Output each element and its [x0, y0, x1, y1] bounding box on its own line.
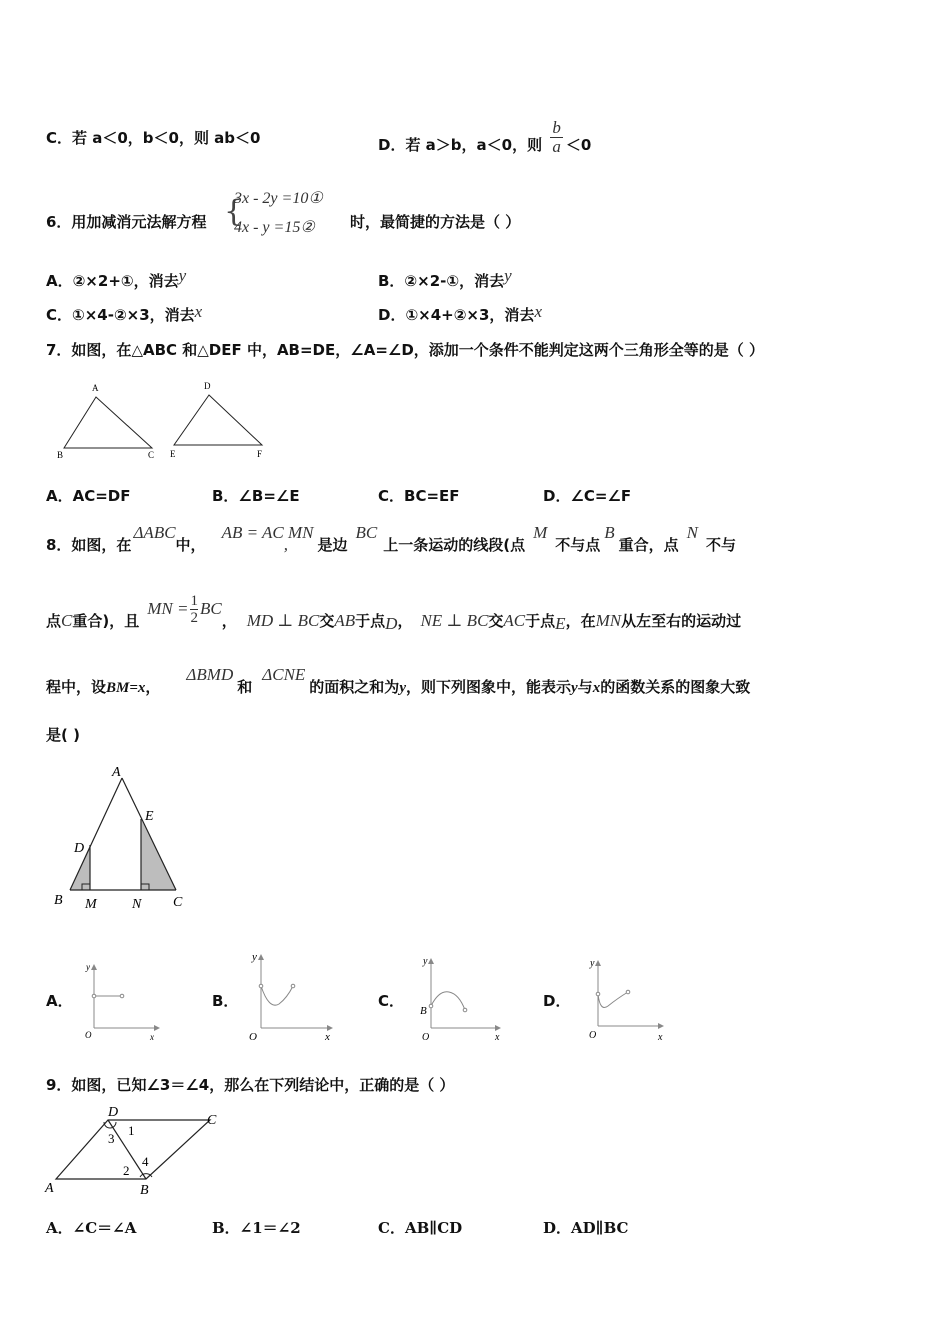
label-c: C — [148, 450, 155, 460]
q9-option-d: D．AD∥BC — [543, 1219, 629, 1237]
q8-math: BM=x — [106, 680, 146, 696]
q8-text: 重合)，且 — [72, 612, 140, 630]
q8-math: BC — [199, 599, 222, 618]
x-arrow — [658, 1023, 664, 1029]
q8-math: y — [571, 680, 578, 696]
x-label: x — [658, 1032, 663, 1043]
y-arrow — [258, 954, 264, 960]
q8-text: 不与点 — [555, 536, 601, 554]
label-1: 1 — [128, 1123, 135, 1138]
origin-label: O — [589, 1030, 597, 1041]
q9-figure — [40, 1100, 230, 1200]
label-d: D — [74, 841, 85, 856]
q9-option-b: B．∠1＝∠2 — [212, 1219, 301, 1237]
q8-text: 重合，点 — [618, 536, 679, 554]
q8-math: AB — [334, 611, 356, 630]
q5-fraction — [550, 118, 563, 164]
q8-math: , — [283, 535, 288, 554]
q6-stem-prefix: 6．用加减消元法解方程 — [46, 213, 207, 231]
q8-math: x — [592, 680, 601, 696]
q8-math: MN — [287, 523, 314, 542]
origin-label: O — [422, 1032, 430, 1043]
q6-option-a — [46, 266, 187, 291]
y-arrow — [595, 960, 601, 966]
label-3: 3 — [108, 1131, 115, 1146]
q8-math: ΔBMD — [186, 665, 234, 684]
q8-math: y — [399, 680, 406, 696]
label-a: A — [112, 765, 121, 780]
q8-text: 和 — [237, 678, 253, 696]
q8-text: 的函数关系的图象大致 — [600, 678, 751, 696]
q7-figure — [52, 378, 272, 463]
curve — [261, 986, 293, 1005]
q8-math: D — [385, 614, 398, 633]
q6-eq1: 3x - 2y =10① — [234, 190, 323, 207]
endpoint — [120, 994, 124, 998]
q8-text: 是边 — [317, 536, 348, 554]
endpoint — [626, 990, 630, 994]
label-2: 2 — [123, 1163, 130, 1178]
q8-graph-b — [243, 946, 343, 1046]
q8-text: ， — [145, 678, 161, 696]
q6-option-c — [46, 304, 202, 325]
q9-stem: 9．如图，已知∠3＝∠4，那么在下列结论中，正确的是（ ） — [46, 1076, 455, 1094]
x-label: x — [150, 1032, 154, 1042]
label-m: M — [85, 897, 97, 912]
x-label: x — [325, 1031, 330, 1043]
curve — [598, 992, 628, 1008]
q7-option-d: D．∠C=∠F — [543, 487, 632, 505]
q8-text: 于点 — [355, 612, 386, 630]
q5-option-c: C．若 a＜0，b＜0，则 ab＜0 — [46, 129, 261, 147]
q8-text: 程中，设 — [46, 678, 107, 696]
label-b: B — [54, 893, 63, 908]
q8-figure — [48, 760, 198, 915]
side-ab — [70, 778, 122, 890]
x-arrow — [495, 1025, 501, 1031]
q6-option-b — [378, 266, 512, 291]
label-e: E — [145, 809, 154, 824]
q8-text: 不与 — [706, 536, 737, 554]
endpoint — [429, 1004, 433, 1008]
q6-option-b-var: y — [504, 266, 512, 285]
q5-option-d-suffix: ＜0 — [565, 136, 592, 154]
q8-math: M — [533, 523, 548, 542]
y-label: y — [423, 956, 428, 967]
q8-text: ， — [221, 612, 237, 630]
q8-math: MD ⊥ BC — [246, 611, 320, 630]
y-label: y — [252, 951, 257, 963]
label-d: D — [108, 1105, 119, 1120]
label-c: C — [173, 895, 183, 910]
q6-option-d-label: D．①×4+②×3，消去 — [378, 306, 535, 324]
q8-graph-a — [78, 958, 168, 1044]
q6-option-d — [378, 304, 542, 325]
label-n: N — [132, 897, 142, 912]
q8-text: 从左至右的运动过 — [621, 612, 742, 630]
label-b: B — [57, 450, 64, 460]
q5-option-d — [378, 118, 592, 164]
q6-option-d-var: x — [534, 302, 542, 321]
q6-brace: { — [224, 194, 244, 229]
q8-text: 8．如图，在 — [46, 536, 132, 554]
label-d: D — [204, 381, 211, 391]
triangle-abc — [64, 397, 152, 448]
y-label: y — [86, 962, 90, 972]
origin-label: O — [85, 1030, 92, 1040]
q8-line1 — [46, 523, 737, 555]
q6-option-c-label: C．①×4-②×3，消去 — [46, 306, 195, 324]
origin-label: O — [249, 1031, 257, 1043]
y-label: y — [590, 958, 595, 969]
q8-option-a: A． — [46, 992, 73, 1010]
q8-math: ΔABC — [133, 523, 176, 542]
q8-math: AC — [503, 611, 526, 630]
q8-math: NE ⊥ BC — [420, 611, 489, 630]
q8-math: AB = AC — [221, 523, 284, 542]
y-arrow — [428, 958, 434, 964]
q8-text: ，在 — [565, 612, 596, 630]
q6-option-c-var: x — [194, 302, 203, 321]
q7-option-a: A．AC=DF — [46, 487, 131, 505]
q5-fraction-num: b — [552, 118, 561, 137]
q8-text: ，则下列图象中，能表示 — [405, 678, 571, 696]
q8-option-c: C． — [378, 992, 405, 1010]
q6-option-a-label: A．②×2+①，消去 — [46, 272, 179, 290]
q8-text: 的面积之和为 — [309, 678, 400, 696]
q8-line3 — [46, 665, 751, 697]
q8-math: MN = — [147, 599, 189, 618]
q8-graph-c — [411, 950, 511, 1046]
label-a: A — [92, 383, 99, 393]
endpoint — [291, 984, 295, 988]
x-arrow — [154, 1025, 160, 1031]
q8-math: E — [555, 614, 566, 633]
label-e: E — [170, 449, 176, 459]
q7-stem: 7．如图，在△ABC 和△DEF 中，AB=DE，∠A=∠D，添加一个条件不能判定这两个三角形全等的是（ ） — [46, 341, 765, 359]
q6-stem-suffix: 时，最简捷的方法是（ ） — [350, 213, 521, 231]
x-label: x — [495, 1032, 500, 1043]
endpoint — [463, 1008, 467, 1012]
q8-math: ΔCNE — [262, 665, 306, 684]
label-a: A — [45, 1181, 54, 1196]
q5-fraction-den: a — [552, 137, 561, 156]
label-4: 4 — [142, 1154, 149, 1169]
label-b: B — [140, 1183, 149, 1198]
q8-frac-num: 1 — [190, 593, 198, 609]
q8-text: 中， — [175, 536, 206, 554]
q8-text: 于点 — [525, 612, 556, 630]
q9-option-c: C．AB∥CD — [378, 1219, 463, 1237]
endpoint — [596, 992, 600, 996]
q8-text: 交 — [488, 612, 504, 630]
endpoint — [259, 984, 263, 988]
q8-option-b: B． — [212, 992, 239, 1010]
q8-line2 — [46, 593, 742, 638]
endpoint — [92, 994, 96, 998]
q8-math: N — [686, 523, 699, 542]
q5-option-d-prefix: D．若 a＞b，a＜0，则 — [378, 136, 543, 154]
point-b-label: B — [420, 1005, 427, 1017]
q8-math: B — [604, 523, 615, 542]
q8-fraction-half — [190, 593, 198, 626]
label-f: F — [257, 449, 263, 459]
q8-graph-d — [578, 952, 673, 1044]
q8-math: C — [61, 611, 73, 630]
q8-option-d: D． — [543, 992, 571, 1010]
triangle-def — [174, 395, 262, 445]
q8-text: 上一条运动的线段(点 — [383, 536, 526, 554]
angle-arc-b — [140, 1174, 152, 1177]
q8-text: 与 — [577, 678, 593, 696]
q8-line4: 是( ) — [46, 726, 80, 744]
q6-option-a-var: y — [178, 266, 187, 285]
q8-text: 交 — [319, 612, 335, 630]
curve — [431, 992, 465, 1010]
q6-eq2: 4x - y =15② — [234, 219, 315, 236]
q8-text: ， — [397, 612, 413, 630]
q7-option-b: B．∠B=∠E — [212, 487, 300, 505]
q6-option-b-label: B．②×2-①，消去 — [378, 272, 505, 290]
q7-option-c: C．BC=EF — [378, 487, 460, 505]
q8-math: MN — [595, 611, 622, 630]
q8-text: 点 — [46, 612, 62, 630]
q8-math: BC — [355, 523, 378, 542]
label-c: C — [207, 1113, 217, 1128]
y-arrow — [91, 964, 97, 970]
q8-frac-den: 2 — [190, 610, 198, 626]
q9-option-a: A．∠C＝∠A — [46, 1219, 137, 1237]
